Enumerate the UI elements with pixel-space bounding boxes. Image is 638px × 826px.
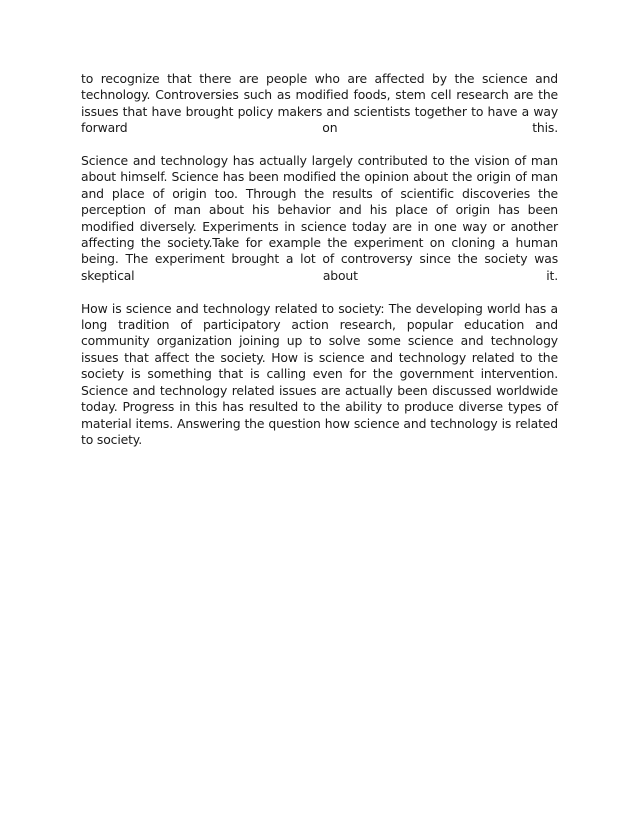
document-body	[81, 71, 558, 465]
paragraph-1: to recognize that there are people who are affected by the science and technology. Controversies such as modified foods, stem cell research are the issues that have brought policy makers and scientists together to have a way forward on this.	[81, 71, 558, 136]
paragraph-2: Science and technology has actually largely contributed to the vision of man about himself. Science has been modified the opinion about the origin of man and place of origin too. Through the results of scientific discoveries the perception of man about his behavior and his place of origin has been modified diversely. Experiments in science today are in one way or another affecting the society.Take for example the experiment on cloning a human being. The experiment brought a lot of controversy since the society was skeptical about it.	[81, 153, 558, 283]
paragraph-3: How is science and technology related to society: The developing world has a long tradition of participatory action research, popular education and community organization joining up to solve some science and technology issues that affect the society. How is science and technology related to the society is something that is calling even for the government intervention. Science and technology related issues are actually been discussed worldwide today. Progress in this has resulted to the ability to produce diverse types of material items. Answering the question how science and technology is related to society.	[81, 300, 558, 447]
